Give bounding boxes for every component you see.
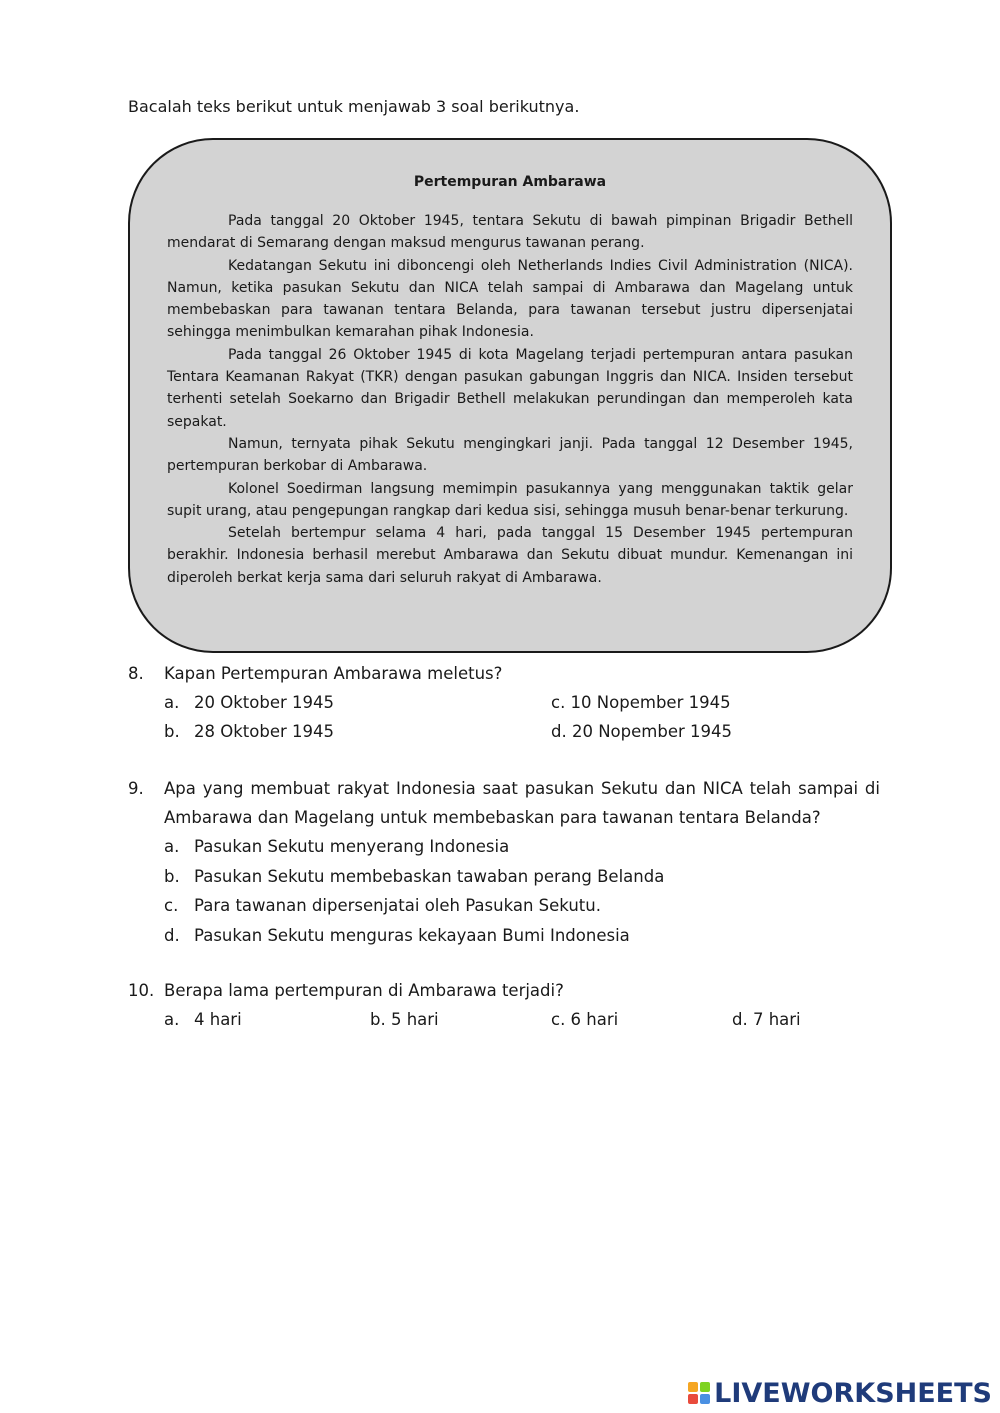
option-letter: a. (164, 693, 180, 712)
option-text: 4 hari (194, 1010, 242, 1029)
answer-option-d[interactable] (164, 921, 880, 951)
question-number: 10. (128, 981, 155, 1000)
passage-paragraph: Setelah bertempur selama 4 hari, pada tanggal 15 Desember 1945 pertempuran berakhir. Indonesia berhasil merebut Ambarawa dan Sekutu dibuat mundur. Kemenangan ini diperoleh berkat kerja sama dari seluruh rakyat di Ambarawa. (167, 525, 853, 586)
option-letter: b. (164, 722, 180, 741)
logo-square (688, 1382, 698, 1392)
reading-passage-box (128, 138, 892, 653)
logo-square (688, 1394, 698, 1404)
passage-paragraph: Pada tanggal 20 Oktober 1945, tentara Sekutu di bawah pimpinan Brigadir Bethell mendarat di Semarang dengan maksud mengurus tawanan perang. (167, 213, 853, 252)
option-letter: a. (164, 837, 180, 856)
answer-option-b[interactable]: b. 5 hari (370, 1010, 439, 1029)
passage-paragraph: Namun, ternyata pihak Sekutu mengingkari janji. Pada tanggal 12 Desember 1945, pertempuran berkobar di Ambarawa. (167, 435, 853, 475)
question-10 (128, 976, 880, 1034)
question-text: Apa yang membuat rakyat Indonesia saat pasukan Sekutu dan NICA telah sampai di Ambarawa dan Magelang untuk membebaskan para tawanan tentara Belanda? (164, 779, 880, 827)
option-text: 28 Oktober 1945 (194, 722, 334, 741)
question-9 (128, 774, 880, 950)
logo-square (700, 1382, 710, 1392)
brand-name: LIVEWORKSHEETS (714, 1377, 992, 1409)
instruction-text: Bacalah teks berikut untuk menjawab 3 soal berikutnya. (128, 97, 580, 116)
passage-paragraph: Pada tanggal 26 Oktober 1945 di kota Magelang terjadi pertempuran antara pasukan Tentara Keamanan Rakyat (TKR) dengan pasukan gabungan Inggris dan NICA. Insiden tersebut terhenti setelah Soekarno dan Brigadir Bethell melakukan perundingan dan memperoleh kata sepakat. (167, 346, 853, 430)
option-letter: b. (164, 866, 180, 886)
option-text: Para tawanan dipersenjatai oleh Pasukan Sekutu. (194, 896, 601, 915)
answer-option-c[interactable] (164, 891, 880, 921)
option-text: Pasukan Sekutu menyerang Indonesia (194, 837, 510, 856)
option-letter: d. (164, 925, 180, 945)
answer-options (164, 1005, 880, 1034)
question-number: 9. (128, 779, 144, 798)
passage-title: Pertempuran Ambarawa (413, 174, 607, 190)
answer-option-d[interactable]: d. 7 hari (732, 1010, 801, 1029)
passage-paragraph: Kolonel Soedirman langsung memimpin pasukannya yang menggunakan taktik gelar supit urang, atau pengepungan rangkap dari kedua sisi, sehingga musuh benar-benar terkurung. (167, 480, 853, 519)
answer-option-d[interactable]: d. 20 Nopember 1945 (551, 722, 732, 741)
liveworksheets-logo-icon (688, 1382, 710, 1404)
answer-options (164, 832, 880, 950)
answer-option-b[interactable] (164, 862, 880, 892)
answer-option-c[interactable]: c. 10 Nopember 1945 (551, 693, 731, 712)
answer-option-c[interactable]: c. 6 hari (551, 1010, 619, 1029)
answer-options (164, 688, 880, 746)
option-text: Pasukan Sekutu membebaskan tawaban perang Belanda (194, 866, 665, 886)
answer-option-b[interactable] (164, 717, 334, 746)
passage-content (167, 174, 853, 589)
logo-square (700, 1394, 710, 1404)
answer-option-a[interactable] (164, 832, 880, 862)
question-text: Kapan Pertempuran Ambarawa meletus? (164, 664, 503, 683)
answer-option-a[interactable] (164, 688, 334, 717)
liveworksheets-brand[interactable] (688, 1376, 992, 1410)
passage-paragraph: Kedatangan Sekutu ini diboncengi oleh Netherlands Indies Civil Administration (NICA). Namun, ketika pasukan Sekutu dan NICA telah sampai di Ambarawa dan Magelang untuk membebaskan para tawanan tentara Belanda, para tawanan tersebut justru dipersenjatai sehingga menimbulkan kemarahan pihak Indonesia. (167, 257, 853, 341)
question-text: Berapa lama pertempuran di Ambarawa terjadi? (164, 981, 564, 1000)
option-text: Pasukan Sekutu menguras kekayaan Bumi Indonesia (194, 925, 630, 945)
answer-option-a[interactable] (164, 1005, 242, 1034)
option-text: 20 Oktober 1945 (194, 693, 334, 712)
option-letter: c. (164, 896, 179, 915)
option-letter: a. (164, 1010, 180, 1029)
question-8 (128, 659, 880, 746)
question-number: 8. (128, 664, 144, 683)
